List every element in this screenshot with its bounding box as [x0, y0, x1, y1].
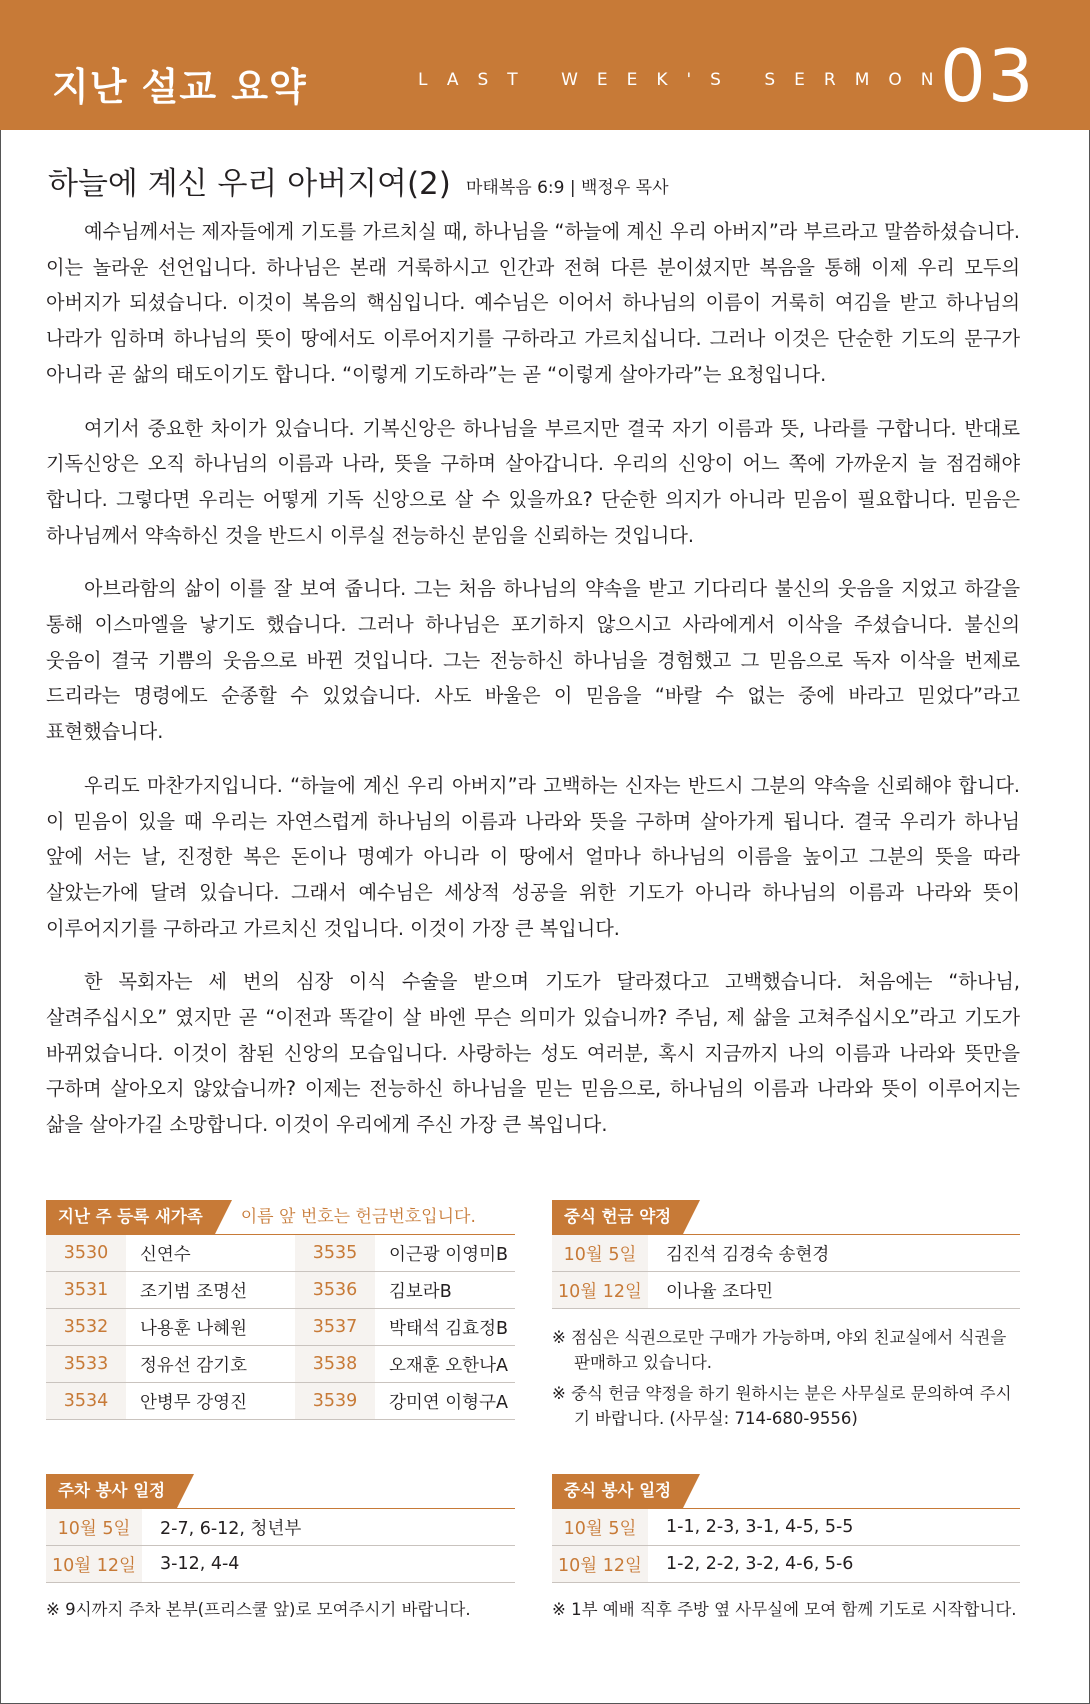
new-members-section	[46, 1200, 515, 1420]
lunch-service-note: ※ 1부 예배 직후 주방 옆 사무실에 모여 함께 기도로 시작합니다.	[552, 1600, 1017, 1619]
offering-number: 3531	[46, 1272, 126, 1309]
service-date: 10월 5일	[552, 1509, 648, 1546]
table-row	[46, 1383, 515, 1420]
parking-table	[46, 1508, 515, 1583]
pledge-date: 10월 12일	[552, 1272, 648, 1309]
offering-number: 3538	[295, 1346, 375, 1383]
lunch-service-label: 중식 봉사 일정	[552, 1474, 683, 1508]
new-members-label: 지난 주 등록 새가족	[46, 1200, 215, 1234]
page-title: 지난 설교 요약	[52, 65, 307, 109]
sermon-paragraph: 예수님께서는 제자들에게 기도를 가르치실 때, 하나님을 “하늘에 계신 우리 아버지”라 부르라고 말씀하셨습니다. 이는 놀라운 선언입니다. 하나님은 본래 거룩하시고 인간과 전혀 다른 분이셨지만 복음을 통해 이제 우리 모두의 아버지가 되셨습니다. 이것이 복음의 핵심입니다. 예수님은 이어서 하나님의 이름이 거룩히 여김을 받고 하나님의 나라가 임하며 하나님의 뜻이 땅에서도 이루어지기를 구하라고 가르치십니다. 그러나 이것은 단순한 기도의 문구가 아니라 곧 삶의 태도이기도 합니다. “이렇게 기도하라”는 곧 “이렇게 살아가라”는 요청입니다.	[46, 220, 1021, 386]
table-row	[552, 1235, 1020, 1272]
new-members-table	[46, 1234, 515, 1420]
offering-number: 3537	[295, 1309, 375, 1346]
member-names: 정유선 감기호	[126, 1346, 295, 1383]
member-names: 조기범 조명선	[126, 1272, 295, 1309]
offering-number: 3535	[295, 1235, 375, 1272]
page-subtitle: LAST WEEK'S SERMON	[418, 70, 953, 90]
parking-label: 주차 봉사 일정	[46, 1474, 177, 1508]
header-banner	[0, 0, 1090, 130]
service-groups: 1-2, 2-2, 3-2, 4-6, 5-6	[648, 1546, 1020, 1583]
sermon-title: 하늘에 계신 우리 아버지여(2)	[48, 166, 451, 202]
offering-number: 3532	[46, 1309, 126, 1346]
lunch-service-section	[552, 1474, 1020, 1622]
parking-section	[46, 1474, 515, 1622]
lunch-pledge-label: 중식 헌금 약정	[552, 1200, 683, 1234]
member-names: 강미연 이형구A	[375, 1383, 515, 1420]
lunch-pledge-section	[552, 1200, 1020, 1437]
sermon-paragraph: 여기서 중요한 차이가 있습니다. 기복신앙은 하나님을 부르지만 결국 자기 이름과 뜻, 나라를 구합니다. 반대로 기독신앙은 오직 하나님의 이름과 나라, 뜻을 구하며 살아갑니다. 우리의 신앙이 어느 쪽에 가까운지 늘 점검해야 합니다. 그렇다면 우리는 어떻게 기독 신앙으로 살 수 있을까요? 단순한 의지가 아니라 믿음이 필요합니다. 믿음은 하나님께서 약속하신 것을 반드시 이루실 전능하신 분임을 신뢰하는 것입니다.	[46, 416, 1020, 547]
offering-number: 3536	[295, 1272, 375, 1309]
service-date: 10월 12일	[46, 1546, 142, 1583]
offering-number: 3539	[295, 1383, 375, 1420]
parking-note: ※ 9시까지 주차 본부(프리스쿨 앞)로 모여주시기 바랍니다.	[46, 1600, 471, 1619]
member-names: 안병무 강영진	[126, 1383, 295, 1420]
table-row	[552, 1546, 1020, 1583]
service-groups: 3-12, 4-4	[142, 1546, 515, 1583]
pledge-names: 김진석 김경숙 송현경	[648, 1235, 1020, 1272]
pledge-contact-note: ※ 중식 헌금 약정을 하기 원하시는 분은 사무실로 문의하여 주시기 바랍니다. (사무실: 714-680-9556)	[552, 1384, 1012, 1428]
page-number: 03	[940, 34, 1036, 118]
member-names: 나용훈 나혜원	[126, 1309, 295, 1346]
table-row	[46, 1546, 515, 1583]
pledge-date: 10월 5일	[552, 1235, 648, 1272]
table-row	[552, 1272, 1020, 1309]
offering-number: 3534	[46, 1383, 126, 1420]
sermon-paragraph: 아브라함의 삶이 이를 잘 보여 줍니다. 그는 처음 하나님의 약속을 받고 기다리다 불신의 웃음을 지었고 하갈을 통해 이스마엘을 낳기도 했습니다. 그러나 하나님은 포기하지 않으시고 사라에게서 이삭을 주셨습니다. 불신의 웃음이 결국 기쁨의 웃음으로 바뀐 것입니다. 그는 전능하신 하나님을 경험했고 그 믿음으로 독자 이삭을 번제로 드리라는 명령에도 순종할 수 있었습니다. 사도 바울은 이 믿음을 “바랄 수 없는 중에 바라고 믿었다”라고 표현했습니다.	[46, 577, 1020, 744]
sermon-reference: 마태복음 6:9 | 백정우 목사	[466, 178, 669, 198]
sermon-body	[46, 214, 1020, 1161]
lunch-ticket-note: ※ 점심은 식권으로만 구매가 가능하며, 야외 친교실에서 식권을 판매하고 있습니다.	[552, 1328, 1007, 1372]
lunch-pledge-table	[552, 1234, 1020, 1309]
member-names: 김보라B	[375, 1272, 515, 1309]
member-names: 신연수	[126, 1235, 295, 1272]
table-row	[46, 1272, 515, 1309]
member-names: 오재훈 오한나A	[375, 1346, 515, 1383]
table-row	[46, 1346, 515, 1383]
table-row	[46, 1509, 515, 1546]
offering-number: 3530	[46, 1235, 126, 1272]
table-row	[46, 1309, 515, 1346]
service-groups: 1-1, 2-3, 3-1, 4-5, 5-5	[648, 1509, 1020, 1546]
new-members-note: 이름 앞 번호는 헌금번호입니다.	[240, 1207, 476, 1227]
member-names: 박태석 김효정B	[375, 1309, 515, 1346]
service-date: 10월 12일	[552, 1546, 648, 1583]
table-row	[46, 1235, 515, 1272]
sermon-paragraph: 우리도 마찬가지입니다. “하늘에 계신 우리 아버지”라 고백하는 신자는 반드시 그분의 약속을 신뢰해야 합니다. 이 믿음이 있을 때 우리는 자연스럽게 하나님의 이름과 나라와 뜻을 구하며 살아가게 됩니다. 결국 우리가 하나님 앞에 서는 날, 진정한 복은 돈이나 명예가 아니라 이 땅에서 얼마나 하나님의 이름을 높이고 그분의 뜻을 따라 살았는가에 달려 있습니다. 그래서 예수님은 세상적 성공을 위한 기도가 아니라 하나님의 이름과 나라와 뜻이 이루어지기를 구하라고 가르치신 것입니다. 이것이 가장 큰 복입니다.	[46, 773, 1020, 940]
pledge-names: 이나율 조다민	[648, 1272, 1020, 1309]
table-row	[552, 1509, 1020, 1546]
service-groups: 2-7, 6-12, 청년부	[142, 1509, 515, 1546]
service-date: 10월 5일	[46, 1509, 142, 1546]
offering-number: 3533	[46, 1346, 126, 1383]
lunch-pledge-notes	[552, 1325, 1020, 1431]
lunch-service-table	[552, 1508, 1020, 1583]
sermon-paragraph: 한 목회자는 세 번의 심장 이식 수술을 받으며 기도가 달라졌다고 고백했습니다. 처음에는 “하나님, 살려주십시오” 였지만 곧 “이전과 똑같이 살 바엔 무슨 의미가 있습니까? 주님, 제 삶을 고쳐주십시오”라고 기도가 바뀌었습니다. 이것이 참된 신앙의 모습입니다. 사랑하는 성도 여러분, 혹시 지금까지 나의 이름과 나라와 뜻만을 구하며 살아오지 않았습니까? 이제는 전능하신 하나님을 믿는 믿음으로, 하나님의 이름과 나라와 뜻이 이루어지는 삶을 살아가길 소망합니다. 이것이 우리에게 주신 가장 큰 복입니다.	[46, 970, 1020, 1137]
member-names: 이근광 이영미B	[375, 1235, 515, 1272]
